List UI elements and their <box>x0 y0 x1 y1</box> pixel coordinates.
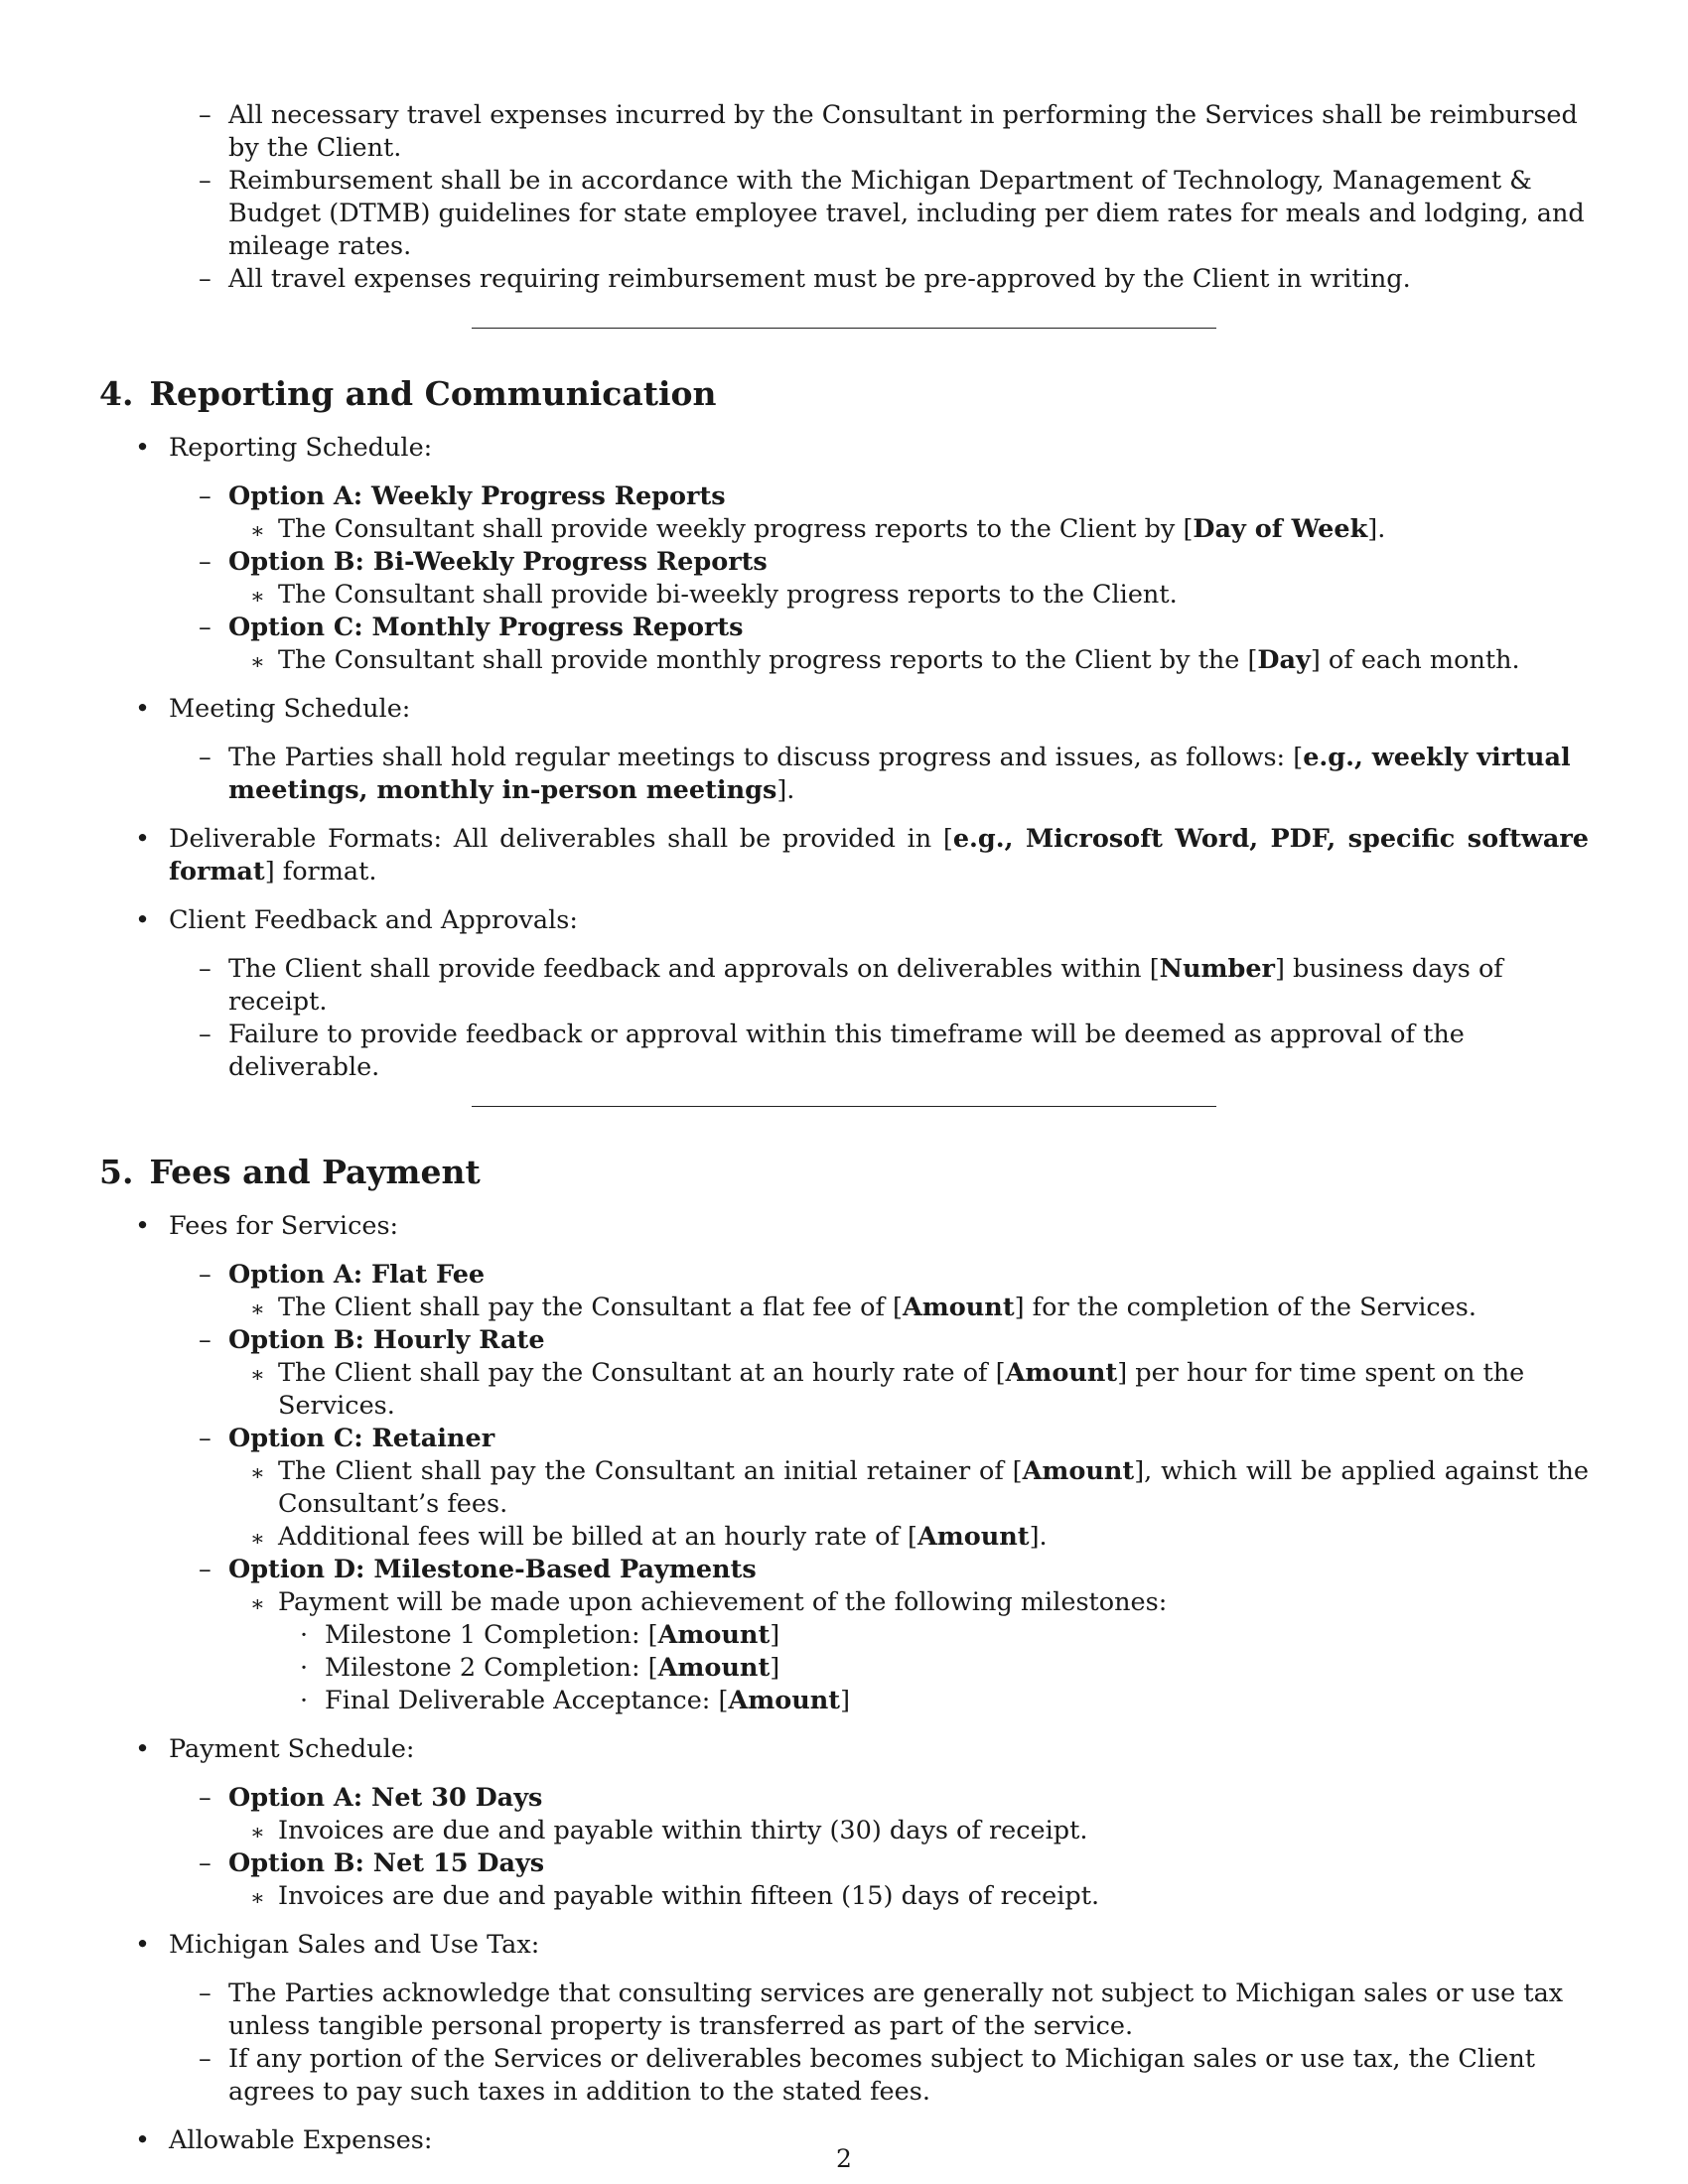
placeholder-field: e.g., weekly virtual meetings, monthly in-person meetings <box>228 743 1571 805</box>
list-item <box>99 513 1589 546</box>
text-segment: Milestone 2 Completion: [ <box>325 1653 658 1683</box>
dash-marker: – <box>199 264 211 294</box>
dash-marker: – <box>199 547 211 577</box>
option-title: Option C: Monthly Progress Reports <box>228 613 744 642</box>
text-segment: Payment will be made upon achievement of the following milestones: <box>278 1587 1168 1617</box>
text-segment: The Client shall provide feedback and approvals on deliverables within [ <box>228 954 1160 984</box>
text-segment: ] for the completion of the Services. <box>1014 1293 1477 1322</box>
list-item <box>99 1554 1589 1586</box>
option-title: Option A: Net 30 Days <box>228 1783 543 1813</box>
section4-list <box>99 432 1589 1084</box>
section-number: 4. <box>99 374 134 413</box>
list-item <box>99 1815 1589 1847</box>
text-segment: The Client shall pay the Consultant an initial retainer of [ <box>278 1456 1023 1486</box>
tax-list <box>99 1978 1589 2109</box>
dash-marker: – <box>199 1020 211 1049</box>
text-segment: ] business days of receipt. <box>228 954 1503 1017</box>
bullet-marker: • <box>135 1734 151 1764</box>
text-segment: ]. <box>1029 1522 1048 1552</box>
placeholder-field: Day <box>1257 645 1311 675</box>
list-item <box>99 480 1589 513</box>
list-item <box>99 1619 1589 1652</box>
list-item <box>99 1847 1589 1880</box>
star-marker: ∗ <box>250 1821 265 1845</box>
dash-marker: – <box>199 1555 211 1584</box>
list-item <box>99 1455 1589 1521</box>
placeholder-field: Amount <box>657 1620 771 1650</box>
section-title: Fees and Payment <box>149 1153 481 1191</box>
text-segment: ] format. <box>264 857 377 887</box>
list-item-text: All travel expenses requiring reimbursement must be pre-approved by the Client in writing. <box>228 264 1411 294</box>
placeholder-field: Amount <box>1005 1358 1118 1388</box>
list-item <box>99 1357 1589 1423</box>
section-heading <box>99 374 1589 414</box>
list-item <box>99 742 1589 807</box>
option-title: Option C: Retainer <box>228 1424 495 1453</box>
section-divider <box>472 1106 1216 1107</box>
list-item <box>99 546 1589 579</box>
option-title: Option A: Weekly Progress Reports <box>228 481 726 511</box>
text-segment: The Consultant shall provide weekly progress reports to the Client by [ <box>278 514 1194 544</box>
list-item <box>99 644 1589 677</box>
section-heading <box>99 1153 1589 1192</box>
option-title: Option B: Hourly Rate <box>228 1325 545 1355</box>
list-item-text: Reimbursement shall be in accordance with the Michigan Department of Technology, Management & Budget (DTMB) guidelines for state employee travel, including per diem rates for meals and lodging, and mileage rates. <box>228 166 1585 261</box>
text-segment: Milestone 1 Completion: [ <box>325 1620 658 1650</box>
text-segment: ] <box>840 1686 851 1715</box>
dash-marker: – <box>199 1848 211 1878</box>
list-item <box>99 823 1589 888</box>
option-title: Option A: Flat Fee <box>228 1260 486 1290</box>
list-item <box>99 1521 1589 1554</box>
dash-marker: – <box>199 100 211 130</box>
payment-schedule-list <box>99 1782 1589 1913</box>
text-segment: The Consultant shall provide bi-weekly progress reports to the Client. <box>278 580 1178 610</box>
placeholder-field: Number <box>1159 954 1275 984</box>
star-marker: ∗ <box>250 585 265 610</box>
dash-marker: – <box>199 2044 211 2074</box>
star-marker: ∗ <box>250 1363 265 1388</box>
list-item <box>99 1324 1589 1357</box>
list-item <box>99 1733 1589 1913</box>
list-item <box>99 432 1589 677</box>
text-segment: ] <box>770 1653 780 1683</box>
bullet-marker: • <box>135 694 151 724</box>
star-marker: ∗ <box>250 1461 265 1486</box>
placeholder-field: e.g., Microsoft Word, PDF, specific software format <box>169 824 1589 887</box>
list-item <box>99 263 1589 296</box>
text-segment: If any portion of the Services or deliverables becomes subject to Michigan sales or use tax, the Client agrees to pay such taxes in addition to the stated fees. <box>228 2044 1536 2107</box>
list-item <box>99 1685 1589 1717</box>
dash-marker: – <box>199 1783 211 1813</box>
travel-expenses-list <box>99 99 1589 296</box>
list-item <box>99 1019 1589 1084</box>
text-segment: Deliverable Formats: All deliverables shall be provided in [ <box>169 824 953 854</box>
text-segment: Additional fees will be billed at an hourly rate of [ <box>278 1522 917 1552</box>
text-segment: ], which will be applied against the Consultant’s fees. <box>278 1456 1590 1519</box>
option-title: Option B: Net 15 Days <box>228 1848 545 1878</box>
text-segment: ] per hour for time spent on the Services. <box>278 1358 1525 1421</box>
star-marker: ∗ <box>250 1592 265 1617</box>
option-title: Option B: Bi-Weekly Progress Reports <box>228 547 768 577</box>
placeholder-field: Amount <box>728 1686 841 1715</box>
text-segment: Failure to provide feedback or approval within this timeframe will be deemed as approval of the deliverable. <box>228 1020 1465 1082</box>
star-marker: ∗ <box>250 519 265 544</box>
dash-marker: – <box>199 481 211 511</box>
bullet-marker: • <box>135 905 151 935</box>
star-marker: ∗ <box>250 1527 265 1552</box>
list-item-label: Michigan Sales and Use Tax: <box>169 1930 540 1960</box>
meeting-list <box>99 742 1589 807</box>
list-item <box>99 165 1589 263</box>
dot-marker: · <box>300 1653 309 1683</box>
list-item <box>99 1210 1589 1717</box>
section-number: 5. <box>99 1153 134 1191</box>
text-segment: The Consultant shall provide monthly progress reports to the Client by the [ <box>278 645 1258 675</box>
page-number: 2 <box>836 2144 852 2173</box>
list-item-label: Meeting Schedule: <box>169 694 411 724</box>
star-marker: ∗ <box>250 1886 265 1911</box>
text-segment: Invoices are due and payable within fifteen (15) days of receipt. <box>278 1881 1100 1911</box>
list-item <box>99 99 1589 165</box>
list-item <box>99 904 1589 1084</box>
section-title: Reporting and Communication <box>149 374 717 413</box>
list-item-label: Payment Schedule: <box>169 1734 415 1764</box>
list-item <box>99 1978 1589 2043</box>
placeholder-field: Amount <box>657 1653 771 1683</box>
section5-list <box>99 1210 1589 2157</box>
list-item <box>99 1586 1589 1619</box>
dot-marker: · <box>300 1686 309 1715</box>
bullet-marker: • <box>135 824 151 854</box>
dash-marker: – <box>199 1979 211 2008</box>
option-title: Option D: Milestone-Based Payments <box>228 1555 757 1584</box>
reporting-options-list <box>99 480 1589 677</box>
text-segment: Invoices are due and payable within thirty (30) days of receipt. <box>278 1816 1088 1845</box>
text-segment: ] <box>770 1620 780 1650</box>
list-item <box>99 2043 1589 2109</box>
dash-marker: – <box>199 166 211 196</box>
list-item <box>99 1423 1589 1455</box>
dash-marker: – <box>199 1260 211 1290</box>
dash-marker: – <box>199 743 211 772</box>
placeholder-field: Amount <box>916 1522 1030 1552</box>
list-item <box>99 1929 1589 2109</box>
list-item <box>99 693 1589 807</box>
list-item <box>99 1880 1589 1913</box>
placeholder-field: Amount <box>902 1293 1015 1322</box>
text-segment: The Client shall pay the Consultant at an hourly rate of [ <box>278 1358 1006 1388</box>
list-item <box>99 612 1589 644</box>
text-segment: ] of each month. <box>1310 645 1520 675</box>
list-item <box>99 1652 1589 1685</box>
dot-marker: · <box>300 1620 309 1650</box>
list-item <box>99 953 1589 1019</box>
section-divider <box>472 328 1216 329</box>
list-item <box>99 579 1589 612</box>
bullet-marker: • <box>135 1211 151 1241</box>
text-segment: The Client shall pay the Consultant a flat fee of [ <box>278 1293 903 1322</box>
list-item-text: All necessary travel expenses incurred by the Consultant in performing the Services shall be reimbursed by the Client. <box>228 100 1578 163</box>
placeholder-field: Day of Week <box>1193 514 1368 544</box>
text-segment: The Parties acknowledge that consulting services are generally not subject to Michigan sales or use tax unless tangible personal property is transferred as part of the service. <box>228 1979 1564 2041</box>
dash-marker: – <box>199 613 211 642</box>
bullet-marker: • <box>135 1930 151 1960</box>
text-segment: ]. <box>1367 514 1386 544</box>
list-item <box>99 1782 1589 1815</box>
list-item-label: Reporting Schedule: <box>169 433 433 463</box>
text-segment: Final Deliverable Acceptance: [ <box>325 1686 729 1715</box>
text-segment: The Parties shall hold regular meetings to discuss progress and issues, as follows: [ <box>228 743 1304 772</box>
star-marker: ∗ <box>250 1297 265 1322</box>
list-item-label: Allowable Expenses: <box>169 2125 433 2155</box>
dash-marker: – <box>199 1424 211 1453</box>
list-item-label: Client Feedback and Approvals: <box>169 905 578 935</box>
text-segment: ]. <box>776 775 795 805</box>
bullet-marker: • <box>135 2125 151 2155</box>
feedback-list <box>99 953 1589 1084</box>
list-item <box>99 1259 1589 1292</box>
placeholder-field: Amount <box>1022 1456 1135 1486</box>
star-marker: ∗ <box>250 650 265 675</box>
dash-marker: – <box>199 1325 211 1355</box>
fee-options-list <box>99 1259 1589 1717</box>
page-content <box>99 99 1589 2173</box>
list-item <box>99 1292 1589 1324</box>
dash-marker: – <box>199 954 211 984</box>
bullet-marker: • <box>135 433 151 463</box>
list-item-label: Fees for Services: <box>169 1211 399 1241</box>
